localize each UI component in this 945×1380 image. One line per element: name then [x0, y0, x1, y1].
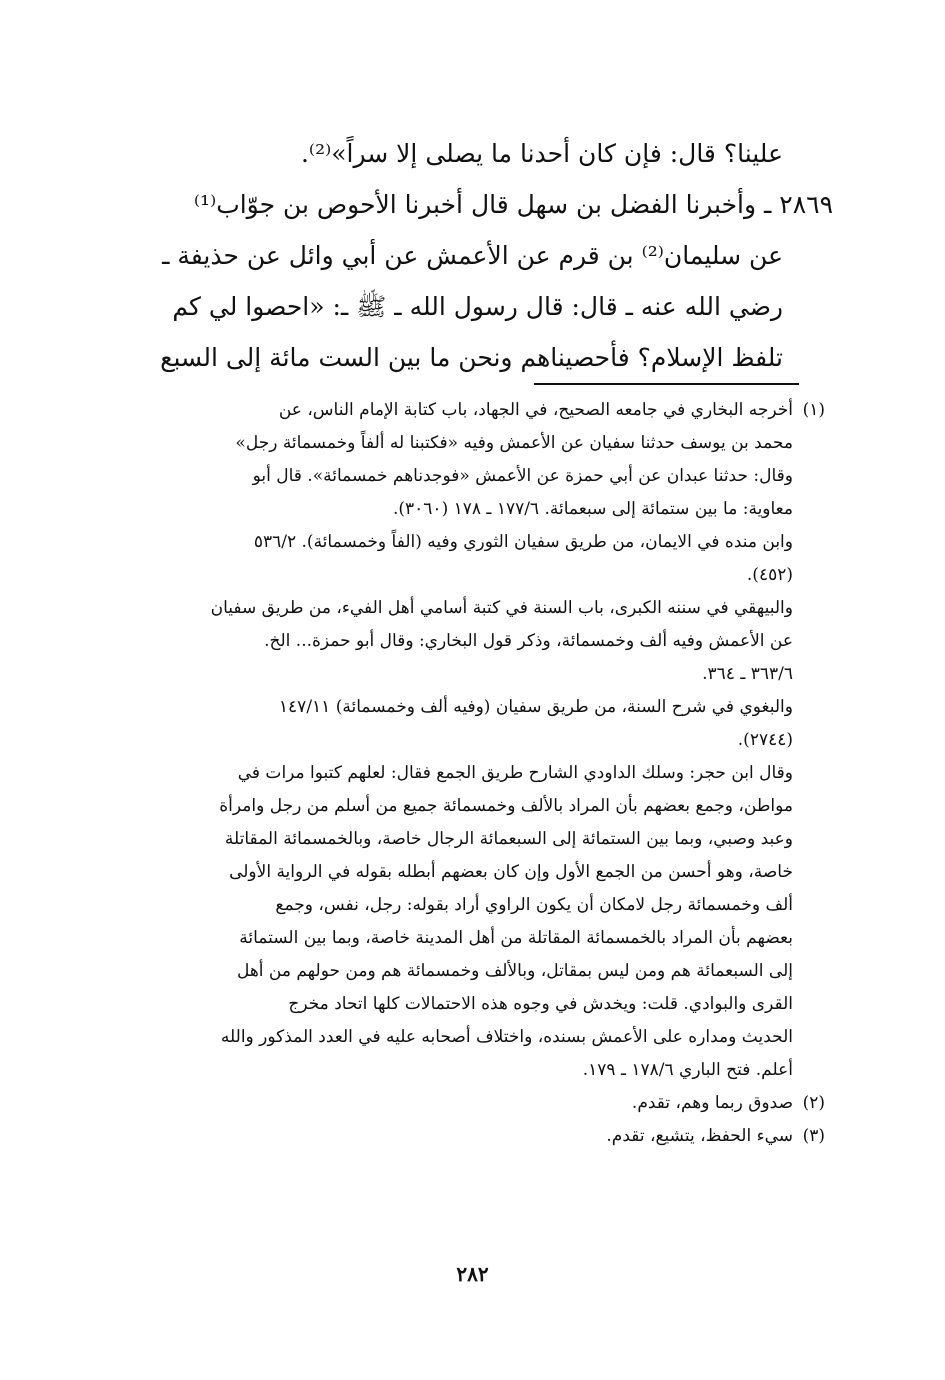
page-number: ٢٨٢ [456, 1262, 489, 1286]
footnote-1-line: وابن منده في الايمان، من طريق سفيان الثوري وفيه (الفاً وخمسمائة). ٥٣٦/٢ [253, 532, 793, 552]
footnote-3-marker: (٣) [802, 1126, 825, 1146]
footnote-1-line: (٢٧٤٤). [737, 730, 793, 750]
footnote-separator [534, 383, 799, 385]
main-line-1: علينا؟ قال: فإن كان أحدنا ما يصلى إلا سراً»⁽²⁾. [300, 139, 783, 168]
footnote-3 [100, 1120, 825, 1153]
footnote-1-line: إلى السبعمائة هم ومن ليس بمقاتل، وبالألف وخمسمائة هم ومن حولهم من أهل [236, 961, 793, 981]
main-text [100, 128, 833, 383]
footnote-2 [100, 1087, 825, 1120]
footnote-1-line: أعلم. فتح الباري ١٧٨/٦ ـ ١٧٩. [582, 1060, 793, 1080]
footnote-2-text: صدوق ربما وهم، تقدم. [631, 1093, 793, 1113]
footnote-1-line: ألف وخمسمائة رجل لامكان أن يكون الراوي أراد بقوله: رجل، نفس، وجمع [275, 895, 793, 915]
hadith-2869-line-4: تلفظ الإسلام؟ فأحصيناهم ونحن ما بين الست مائة إلى السبع [160, 343, 783, 372]
footnote-1-line: وقال: حدثنا عبدان عن أبي حمزة عن الأعمش «فوجدناهم خمسمائة». قال أبو [252, 466, 793, 486]
footnotes [100, 394, 825, 1153]
hadith-2869-line-2: عن سليمان⁽²⁾ بن قرم عن الأعمش عن أبي وائل عن حذيفة ـ [162, 241, 783, 270]
footnote-1-line: (١)أخرجه البخاري في جامعه الصحيح، في الجهاد، باب كتابة الإمام الناس، عن [100, 394, 825, 427]
footnote-1-line: الحديث ومداره على الأعمش بسنده، واختلاف أصحابه عليه في العدد المذكور والله [220, 1027, 793, 1047]
hadith-2869-line-3: رضي الله عنه ـ قال: قال رسول الله ـ ﷺ ـ: «احصوا لي كم [172, 292, 783, 321]
footnote-1-line: معاوية: ما بين ستمائة إلى سبعمائة. ١٧٧/٦ ـ ١٧٨ (٣٠٦٠). [392, 499, 793, 519]
footnote-1-line: وعبد وصبي، وبما بين الستمائة إلى السبعمائة الرجال خاصة، وبالخمسمائة المقاتلة [224, 829, 793, 849]
footnote-1-line: عن الأعمش وفيه ألف وخمسمائة، وذكر قول البخاري: وقال أبو حمزة... الخ. [264, 631, 793, 651]
footnote-1-line: محمد بن يوسف حدثنا سفيان عن الأعمش وفيه «فكتبنا له ألفاً وخمسمائة رجل» [235, 433, 793, 453]
footnote-1-line: بعضهم بأن المراد بالخمسمائة المقاتلة من أهل المدينة خاصة، وبما بين الستمائة [239, 928, 793, 948]
footnote-1-line: وقال ابن حجر: وسلك الداودي الشارح طريق الجمع فقال: لعلهم كتبوا مرات في [237, 763, 793, 783]
footnote-1-line: مواطن، وجمع بعضهم بأن المراد بالألف وخمسمائة جميع من أسلم من رجل وامرأة [219, 796, 793, 816]
hadith-2869-line-1: ٢٨٦٩ ـ وأخبرنا الفضل بن سهل قال أخبرنا الأحوص بن جوّاب⁽¹⁾ [193, 190, 833, 219]
footnote-1-line: خاصة، وهو أحسن من الجمع الأول وإن كان بعضهم أبطله بقوله في الرواية الأولى [229, 862, 793, 882]
footnote-3-text: سيء الحفظ، يتشيع، تقدم. [606, 1126, 793, 1146]
footnote-1-line: (٤٥٢). [746, 565, 793, 585]
footnote-1-line: القرى والبوادي. قلت: ويخدش في وجوه هذه الاحتمالات كلها اتحاد مخرج [288, 994, 793, 1014]
footnote-1-line: والبيهقي في سننه الكبرى، باب السنة في كتبة أسامي أهل الفيء، من طريق سفيان [210, 598, 793, 618]
footnote-1-line: والبغوي في شرح السنة، من طريق سفيان (وفيه ألف وخمسمائة) ١٤٧/١١ [278, 697, 793, 717]
footnote-1-line: ٣٦٣/٦ ـ ٣٦٤. [702, 664, 793, 684]
footnote-1-marker: (١) [802, 400, 825, 420]
footnote-2-marker: (٢) [802, 1093, 825, 1113]
